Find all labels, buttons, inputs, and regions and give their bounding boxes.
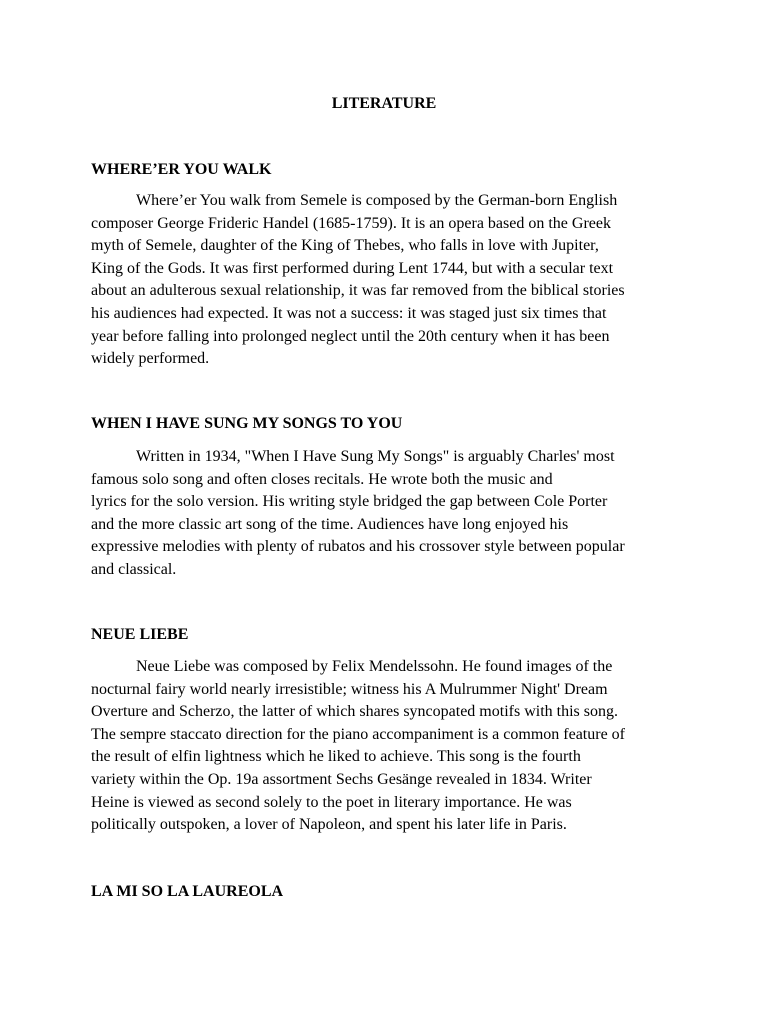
paragraph-line: expressive melodies with plenty of rubatos and his crossover style between popular	[91, 538, 625, 556]
paragraph-line: widely performed.	[91, 350, 210, 368]
paragraph-line: lyrics for the solo version. His writing style bridged the gap between Cole Porter	[91, 493, 608, 511]
section-heading-whereer-you-walk: WHERE’ER YOU WALK	[91, 161, 272, 178]
section-heading-neue-liebe: NEUE LIEBE	[91, 626, 189, 643]
paragraph-line: his audiences had expected. It was not a success: it was staged just six times that	[91, 304, 607, 322]
paragraph-line: nocturnal fairy world nearly irresistible; witness his A Mulrummer Night' Dream	[91, 680, 608, 698]
page-title: LITERATURE	[331, 95, 437, 112]
section-heading-la-mi-so-la-laureola: LA MI SO LA LAUREOLA	[91, 883, 284, 900]
paragraph-line: year before falling into prolonged neglect until the 20th century when it has been	[91, 327, 610, 345]
paragraph-line: and classical.	[91, 560, 177, 578]
section-paragraph-neue-liebe	[91, 656, 691, 837]
paragraph-line: the result of elfin lightness which he liked to achieve. This song is the fourth	[91, 748, 581, 766]
paragraph-line: composer George Frideric Handel (1685-1759). It is an opera based on the Greek	[91, 214, 611, 232]
paragraph-line: King of the Gods. It was first performed during Lent 1744, but with a secular text	[91, 259, 614, 277]
paragraph-line: variety within the Op. 19a assortment Sechs Gesänge revealed in 1834. Writer	[91, 770, 592, 788]
paragraph-line: Heine is viewed as second solely to the poet in literary importance. He was	[91, 793, 572, 811]
section-heading-when-i-have-sung: WHEN I HAVE SUNG MY SONGS TO YOU	[91, 415, 403, 432]
section-paragraph-whereer-you-walk	[91, 190, 691, 371]
section-paragraph-when-i-have-sung	[91, 446, 691, 582]
paragraph-line: about an adulterous sexual relationship, it was far removed from the biblical stories	[91, 282, 625, 300]
paragraph-line: politically outspoken, a lover of Napoleon, and spent his later life in Paris.	[91, 816, 567, 834]
paragraph-line: Neue Liebe was composed by Felix Mendelssohn. He found images of the	[136, 658, 613, 675]
paragraph-line: and the more classic art song of the time. Audiences have long enjoyed his	[91, 515, 569, 533]
paragraph-line: famous solo song and often closes recitals. He wrote both the music and	[91, 470, 553, 488]
paragraph-line: myth of Semele, daughter of the King of Thebes, who falls in love with Jupiter,	[91, 237, 599, 255]
paragraph-line: The sempre staccato direction for the piano accompaniment is a common feature of	[91, 725, 626, 743]
paragraph-line: Written in 1934, "When I Have Sung My Songs" is arguably Charles' most	[136, 448, 615, 465]
paragraph-line: Where’er You walk from Semele is composed by the German-born English	[136, 192, 618, 209]
paragraph-line: Overture and Scherzo, the latter of which shares syncopated motifs with this song.	[91, 703, 618, 721]
